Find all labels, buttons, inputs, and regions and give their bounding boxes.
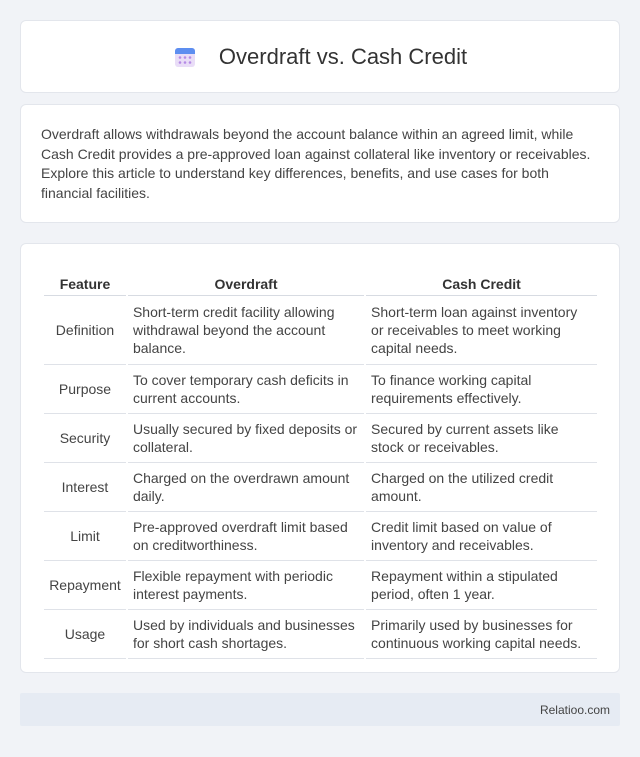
feature-cell: Interest [44,463,126,512]
feature-cell: Definition [44,296,126,365]
table-header-row [44,264,597,296]
table-row [44,610,597,659]
comparison-table [42,264,599,659]
cash-credit-cell: Primarily used by businesses for continuous working capital needs. [366,610,597,659]
overdraft-cell: To cover temporary cash deficits in current accounts. [128,365,364,414]
feature-cell: Security [44,414,126,463]
table-row [44,512,597,561]
cash-credit-cell: Short-term loan against inventory or receivables to meet working capital needs. [366,296,597,365]
table-row [44,414,597,463]
feature-cell: Usage [44,610,126,659]
intro-text: Overdraft allows withdrawals beyond the account balance within an agreed limit, while Cash Credit provides a pre-approved loan against collateral like inventory or receivables. Explore this article to understand key differences, benefits, and use cases for both financial facilities. [41,126,591,201]
overdraft-cell: Used by individuals and businesses for short cash shortages. [128,610,364,659]
calendar-icon [173,45,197,69]
overdraft-cell: Short-term credit facility allowing withdrawal beyond the account balance. [128,296,364,365]
table-row [44,463,597,512]
overdraft-cell: Pre-approved overdraft limit based on creditworthiness. [128,512,364,561]
footer-brand[interactable]: Relatioo.com [539,702,610,717]
cash-credit-cell: Secured by current assets like stock or receivables. [366,414,597,463]
feature-cell: Purpose [44,365,126,414]
header-cash-credit: Cash Credit [366,264,597,296]
page-title: Overdraft vs. Cash Credit [218,43,468,69]
table-row [44,296,597,365]
cash-credit-cell: Credit limit based on value of inventory and receivables. [366,512,597,561]
feature-cell: Limit [44,512,126,561]
title-card [20,20,620,93]
cash-credit-cell: Charged on the utilized credit amount. [366,463,597,512]
intro-card [20,104,620,223]
table-row [44,561,597,610]
cash-credit-cell: Repayment within a stipulated period, often 1 year. [366,561,597,610]
header-feature: Feature [44,264,126,296]
comparison-card [20,243,620,673]
overdraft-cell: Flexible repayment with periodic interest payments. [128,561,364,610]
header-overdraft: Overdraft [128,264,364,296]
overdraft-cell: Charged on the overdrawn amount daily. [128,463,364,512]
feature-cell: Repayment [44,561,126,610]
table-row [44,365,597,414]
footer [20,693,620,726]
cash-credit-cell: To finance working capital requirements effectively. [366,365,597,414]
overdraft-cell: Usually secured by fixed deposits or collateral. [128,414,364,463]
